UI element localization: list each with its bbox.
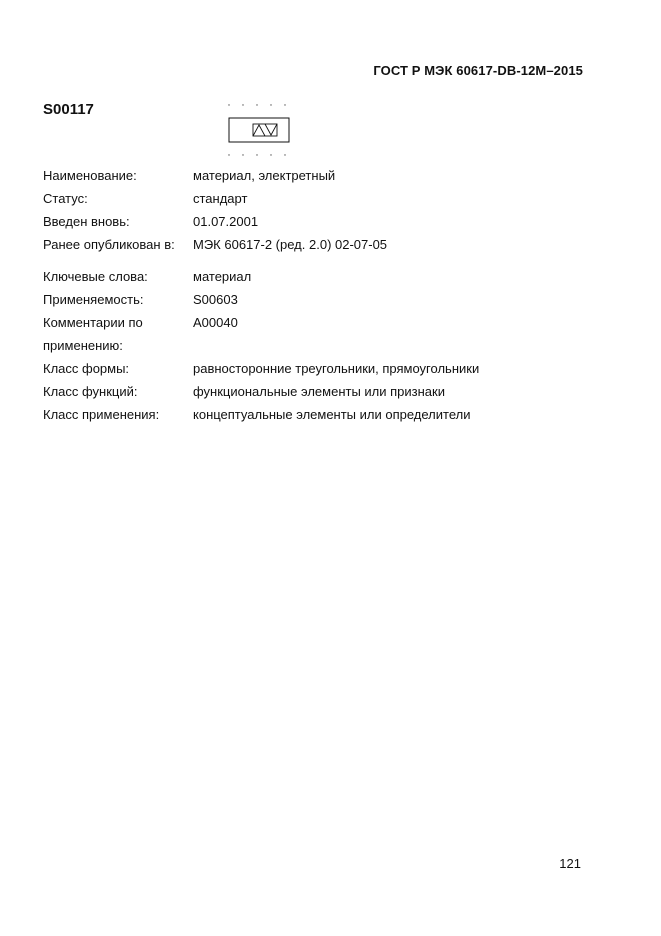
symbol-code: S00117	[43, 101, 94, 118]
field-row-comments	[43, 311, 479, 334]
field-row-function-class	[43, 380, 479, 403]
field-label: Ключевые слова:	[43, 269, 148, 284]
field-value: A00040	[193, 315, 238, 330]
field-value: стандарт	[193, 191, 248, 206]
field-label: Ранее опубликован в:	[43, 237, 175, 252]
field-value: равносторонние треугольники, прямоугольники	[193, 361, 480, 376]
field-row-introduced	[43, 210, 479, 233]
field-row-name	[43, 164, 479, 187]
symbol-preview	[227, 103, 293, 157]
field-label: Наименование:	[43, 168, 137, 183]
field-label: применению:	[43, 338, 123, 353]
field-value: 01.07.2001	[193, 214, 259, 229]
field-value: материал, электретный	[193, 168, 336, 183]
field-row-status	[43, 187, 479, 210]
field-label: Класс формы:	[43, 361, 130, 376]
field-value: функциональные элементы или признаки	[193, 384, 445, 399]
electret-material-symbol-icon	[227, 103, 293, 157]
field-label: Класс функций:	[43, 384, 138, 399]
field-label: Статус:	[43, 191, 88, 206]
field-value: материал	[193, 269, 252, 284]
field-row-keywords	[43, 265, 479, 288]
field-row-application-class	[43, 403, 479, 426]
field-label: Введен вновь:	[43, 214, 130, 229]
field-row-published	[43, 233, 479, 256]
field-value: концептуальные элементы или определители	[193, 407, 471, 422]
field-label: Применяемость:	[43, 292, 144, 307]
document-header: ГОСТ Р МЭК 60617-DB-12M–2015	[373, 63, 583, 78]
field-row-comments-cont	[43, 334, 479, 357]
properties-table	[43, 164, 479, 426]
field-label: Класс применения:	[43, 407, 160, 422]
page-number: 121	[559, 856, 581, 871]
field-label: Комментарии по	[43, 315, 143, 330]
field-row-shape-class	[43, 357, 479, 380]
field-value: S00603	[193, 292, 238, 307]
field-row-applicability	[43, 288, 479, 311]
field-value: МЭК 60617-2 (ред. 2.0) 02-07-05	[193, 237, 388, 252]
